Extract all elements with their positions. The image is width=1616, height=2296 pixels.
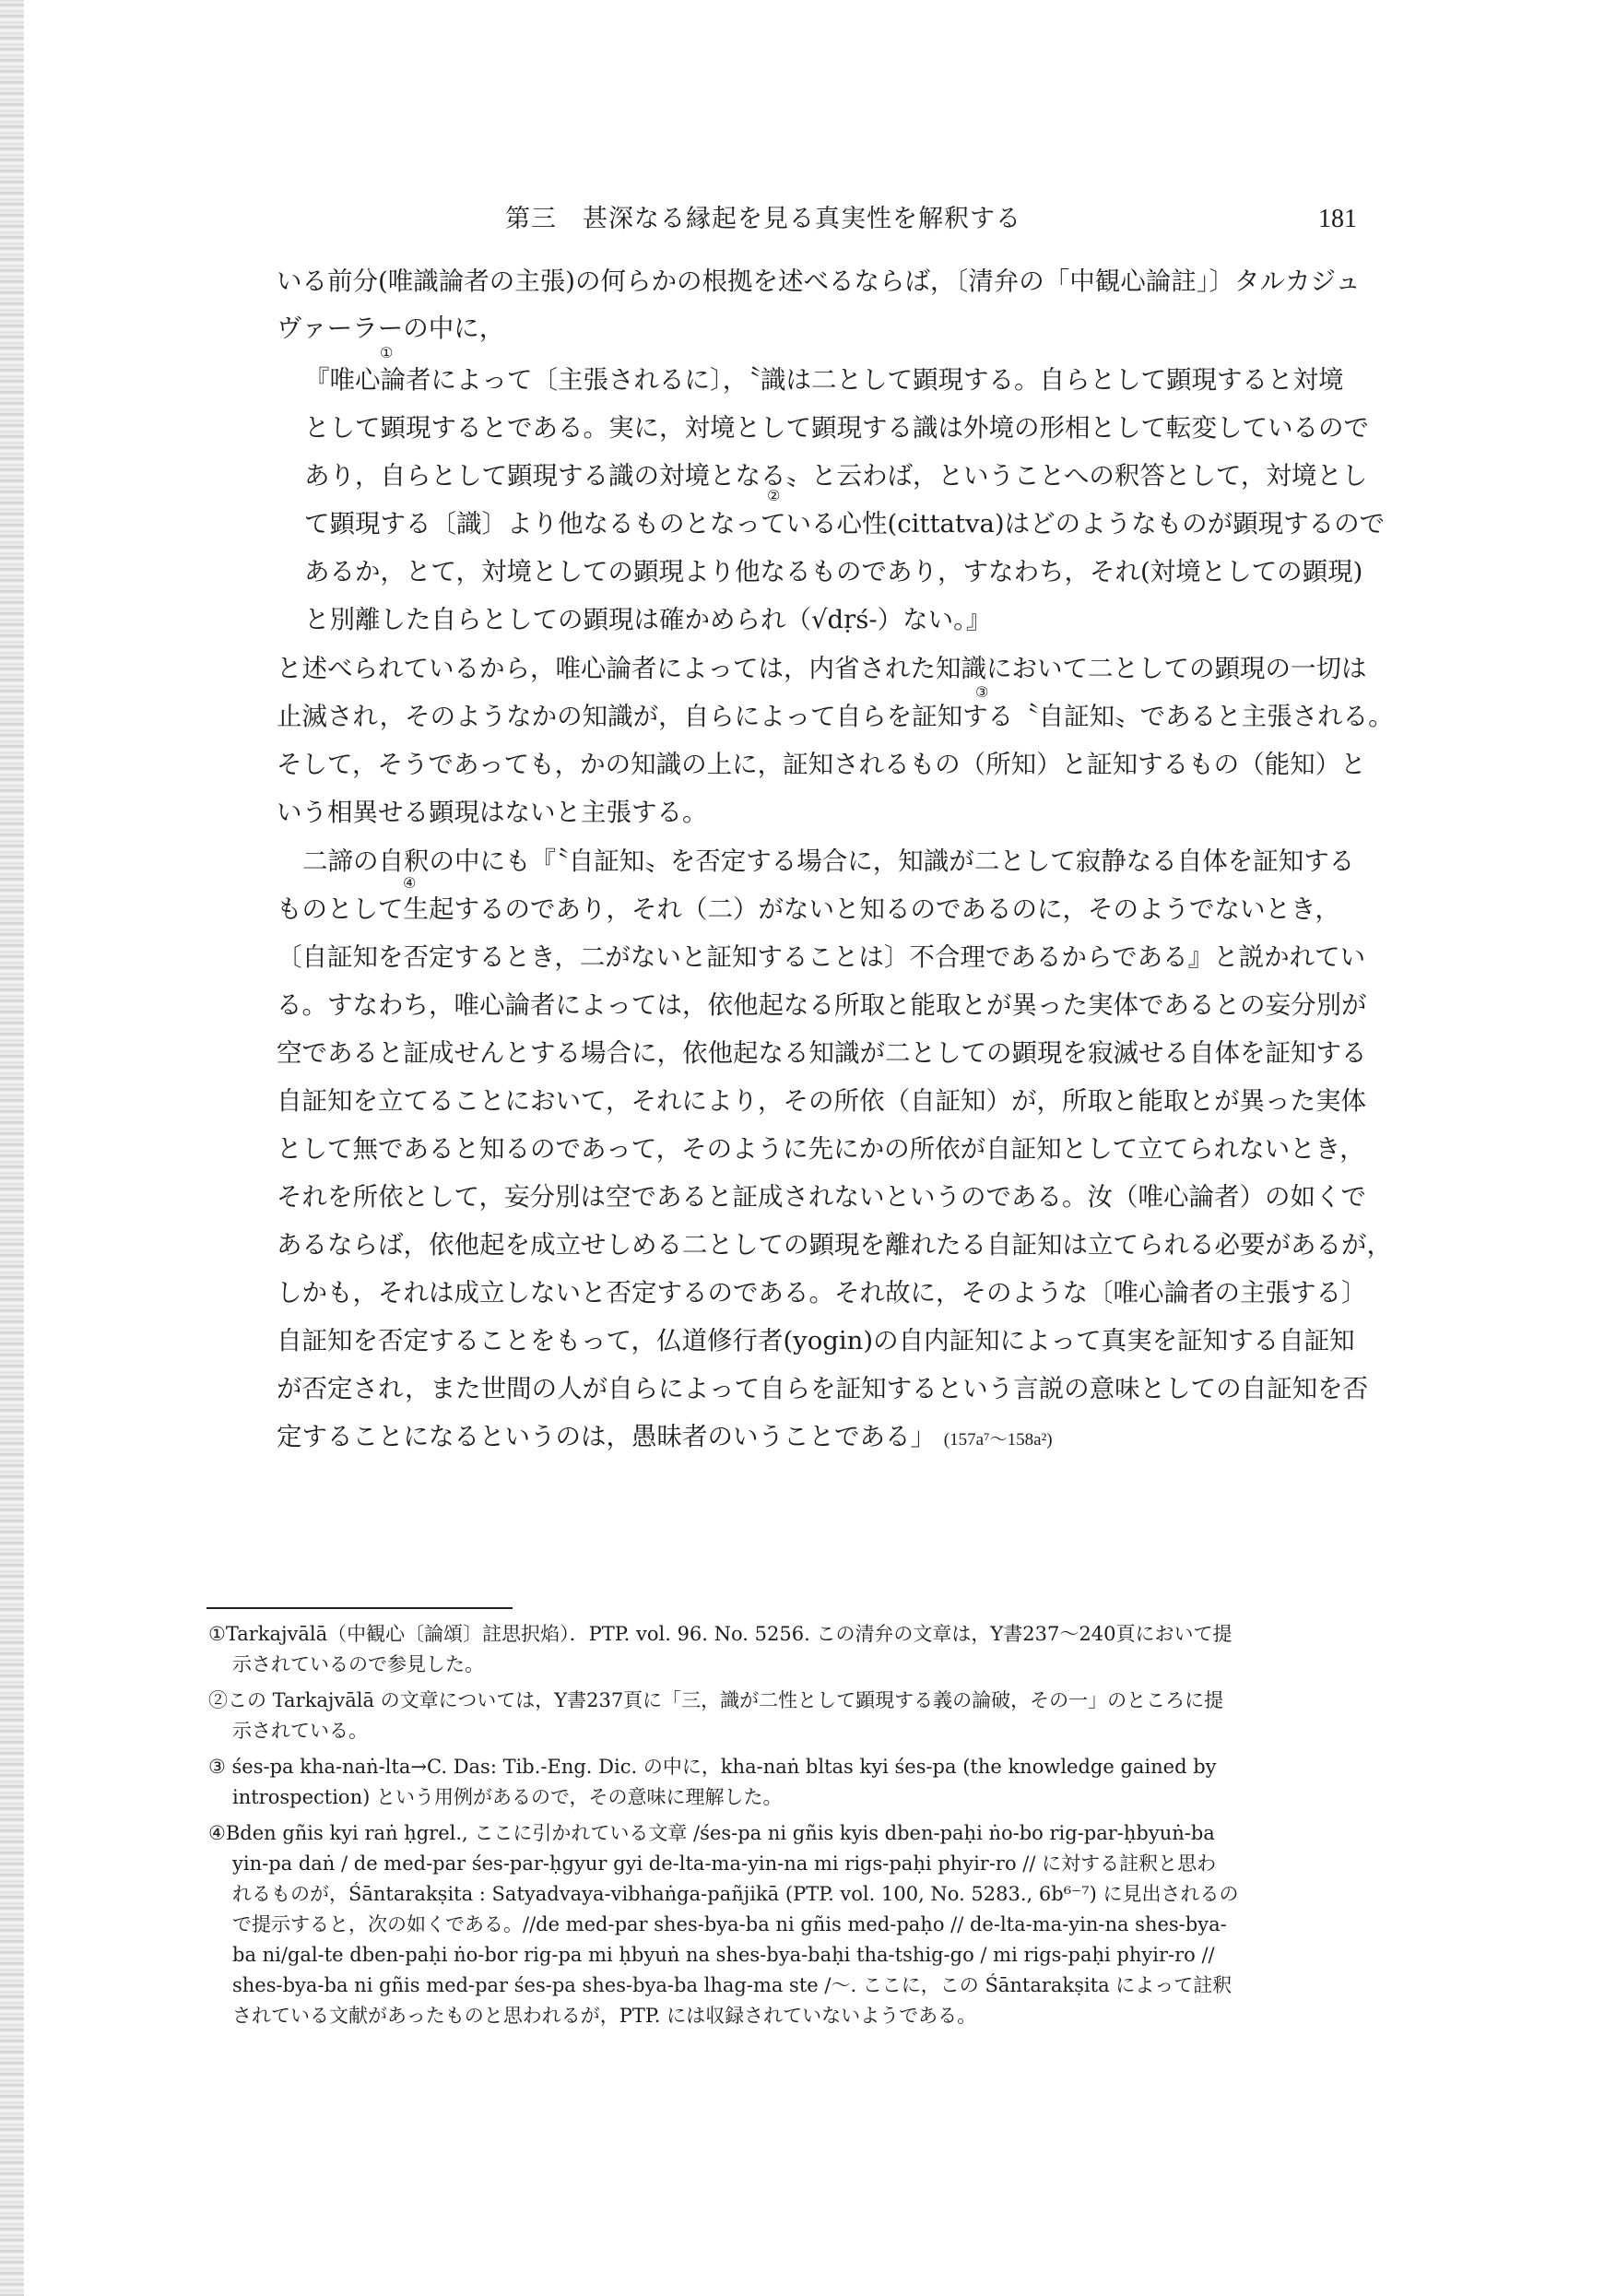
text-line: そして，そうであっても，かの知識の上に，証知されるもの（所知）と証知するもの（能知）と (277, 750, 1366, 779)
note-marker-3: ③ (975, 683, 989, 701)
page-number: 181 (1318, 205, 1357, 233)
footnote-line: ②この Tarkajvālā の文章については，Y書237頁に「三，識が二性として顕現する義の論破，その一」のところに提 (208, 1689, 1224, 1711)
footnote-line: されている文献があったものと思われるが，PTP. には収録されていないようである。 (232, 2005, 977, 2027)
text-line: 二諦の自釈の中にも『〝自証知〟を否定する場合に，知識が二として寂静なる自体を証知する (302, 846, 1355, 876)
scan-edge-shadow (0, 0, 24, 2296)
footnote-line: 示されている。 (232, 1720, 368, 1742)
text-line: と別離した自らとしての顕現は確かめられ（√dṛś-）ない。』 (304, 605, 992, 634)
text-line: 自証知を立てることにおいて，それにより，その所依（自証知）が，所取と能取とが異った実体 (277, 1086, 1366, 1116)
text-line: 空であると証成せんとする場合に，依他起なる知識が二としての顕現を寂滅せる自体を証知する (277, 1038, 1367, 1068)
text-line: いう相異せる顕現はないと主張する。 (277, 798, 708, 827)
text-line: と述べられているから，唯心論者によっては，内省された知識において二としての顕現の一切は (277, 654, 1367, 683)
footnote-line: れるものが，Śāntarakṣita : Satyadvaya-vibhaṅga-pañjikā (PTP. vol. 100, No. 5283., 6b⁶⁻⁷) に見出されるの (232, 1883, 1239, 1905)
footnote-line: yin-pa daṅ / de med-par śes-par-ḥgyur gyi de-lta-ma-yin-na mi rigs-paḥi phyir-ro // に対する註釈と思わ (232, 1852, 1217, 1875)
footnote-divider (206, 1607, 513, 1609)
note-marker-4: ④ (403, 874, 417, 892)
text-line: として無であると知るのであって，そのように先にかの所依が自証知として立てられないとき， (277, 1134, 1365, 1164)
text-line-content: 定することになるというのは，愚昧者のいうことである」 (277, 1422, 936, 1451)
text-line: あるか，とて，対境としての顕現より他なるものであり，すなわち，それ(対境としての顕現) (304, 557, 1363, 586)
footnote-line: introspection) という用例があるので，その意味に理解した。 (232, 1786, 783, 1808)
footnote-line: で提示すると，次の如くである。//de med-par shes-bya-ba ni gñis med-paḥo // de-lta-ma-yin-na shes-bya- (232, 1913, 1227, 1935)
chapter-title: 第三 甚深なる縁起を見る真実性を解釈する (505, 205, 1021, 233)
text-line: 自証知を否定することをもって，仏道修行者(yogin)の自内証知によって真実を証知する自証知 (277, 1326, 1355, 1355)
text-line: ヴァーラーの中に， (277, 314, 505, 343)
text-line: て顕現する〔識〕より他なるものとなっている心性(cittatva)はどのようなものが顕現するので (304, 509, 1386, 538)
footnote-line: ba ni/gal-te dben-paḥi ṅo-bor rig-pa mi ḥbyuṅ na shes-bya-baḥi tha-tshig-go / mi rigs-paḥi phyir-ro // (232, 1944, 1215, 1966)
text-line: る。すなわち，唯心論者によっては，依他起なる所取と能取とが異った実体であるとの妄分別が (277, 990, 1367, 1020)
text-line: ものとして生起するのであり，それ（二）がないと知るのであるのに，そのようでないとき， (277, 894, 1340, 924)
footnote-line: shes-bya-ba ni gñis med-par śes-pa shes-bya-ba lhag-ma ste /〜. ここに，この Śāntarakṣita によって註釈 (232, 1974, 1233, 1996)
text-line: しかも，それは成立しないと否定するのである。それ故に，そのような〔唯心論者の主張する〕 (277, 1278, 1367, 1308)
text-line: が否定され，また世間の人が自らによって自らを証知するという言説の意味としての自証知を否 (277, 1374, 1369, 1403)
footnote-line: ③ śes-pa kha-naṅ-lta→C. Das: Tib.-Eng. Dic. の中に，kha-naṅ bltas kyi śes-pa (the knowledge gained by (208, 1756, 1217, 1778)
running-header (0, 201, 1616, 238)
text-line: 止滅され，そのようなかの知識が，自らによって自らを証知する〝自証知〟であると主張される。 (277, 702, 1394, 731)
text-line: として顕現するとである。実に，対境として顕現する識は外境の形相として転変しているので (304, 413, 1369, 443)
footnote-line: ④Bden gñis kyi raṅ ḥgrel., ここに引かれている文章 /śes-pa ni gñis kyis dben-paḥi ṅo-bo rig-par-ḥbyuṅ-ba (208, 1822, 1215, 1844)
citation-reference: (157a⁷〜158a²) (943, 1430, 1053, 1450)
text-line: あるならば，依他起を成立せしめる二としての顕現を離れたる自証知は立てられる必要があるが， (277, 1230, 1392, 1260)
text-line: 〔自証知を否定するとき，二がないと証知することは〕不合理であるからである』と説かれてい (277, 942, 1366, 972)
note-marker-2: ② (767, 487, 781, 504)
footnote-line: ①Tarkajvālā（中観心〔論頌〕註思択焰）．PTP. vol. 96. No. 5256. この清弁の文章は，Y書237〜240頁において提 (208, 1623, 1233, 1645)
text-line (277, 1421, 1053, 1456)
text-line: いる前分(唯識論者の主張)の何らかの根拠を述べるならば，〔清弁の「中観心論註」〕タルカジュ (277, 266, 1361, 296)
note-marker-1: ① (380, 344, 394, 361)
text-line: それを所依として，妄分別は空であると証成されないというのである。汝（唯心論者）の如くで (277, 1182, 1366, 1212)
text-line: 『唯心論者によって〔主張されるに〕，〝識は二として顕現する。自らとして顕現すると対境 (304, 365, 1344, 395)
text-line: あり，自らとして顕現する識の対境となる〟と云わば，ということへの釈答として，対境とし (304, 461, 1368, 491)
footnote-line: 示されているので参見した。 (232, 1653, 484, 1675)
